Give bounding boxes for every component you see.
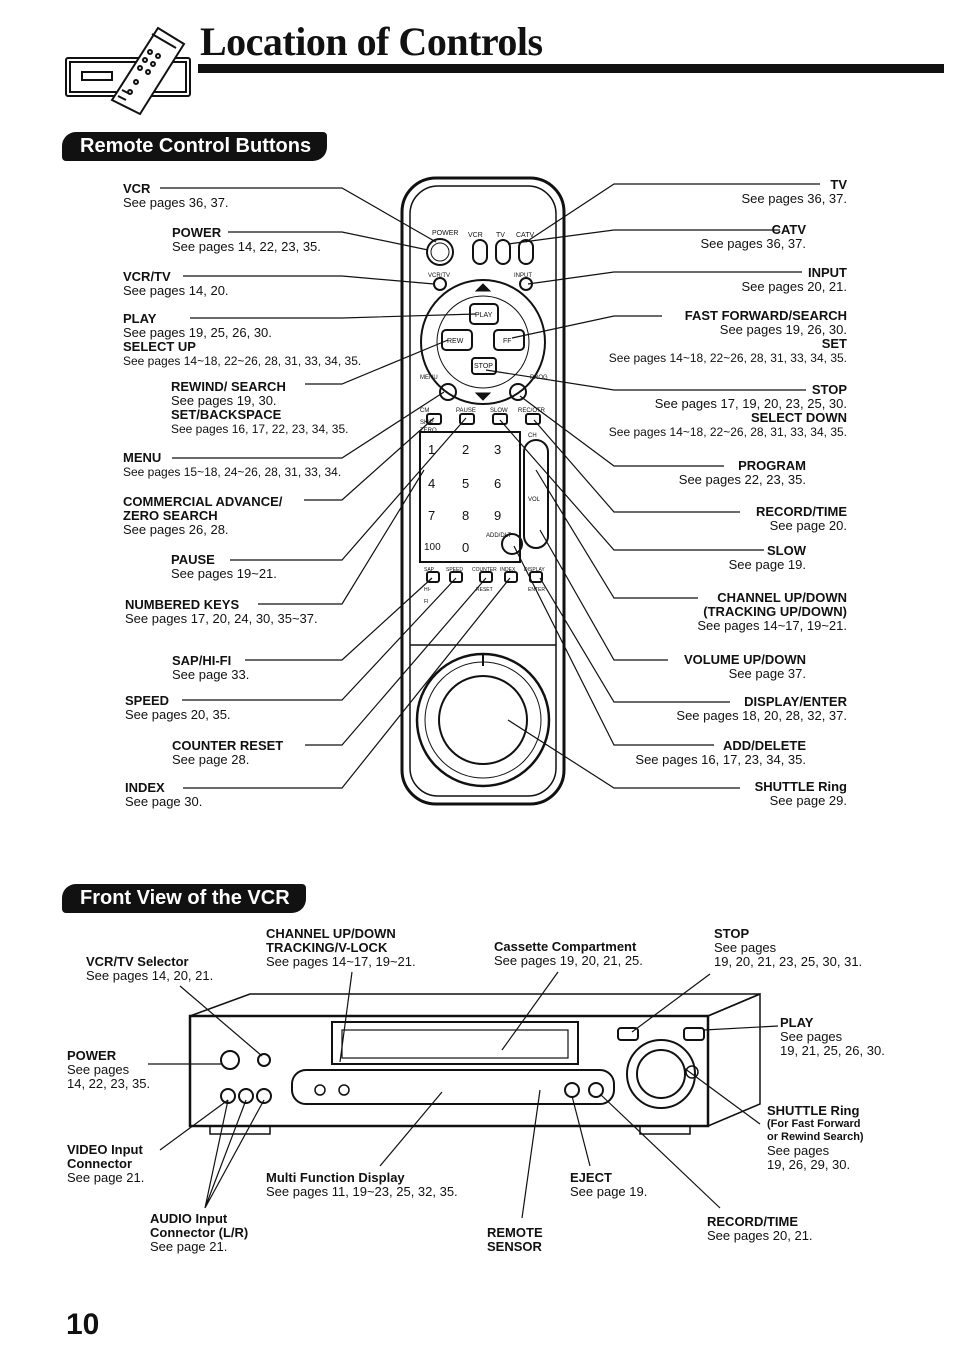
vcr-btn-label: VCR — [468, 232, 483, 239]
key-5: 5 — [462, 476, 470, 491]
label-power: POWER See pages 14, 22, 23, 35. — [172, 225, 321, 254]
vol-label: VOL — [528, 497, 541, 503]
label-ff-set: FAST FORWARD/SEARCH See pages 19, 26, 30. SET See pages 14~18, 22~26, 28, 31, 33, 34, 35. — [608, 308, 847, 365]
label-channel-updown: CHANNEL UP/DOWN (TRACKING UP/DOWN) See pages 14~17, 19~21. — [697, 590, 847, 633]
key-3: 3 — [494, 442, 502, 457]
hifi-btn-label: HI-FI — [424, 587, 431, 605]
reset-btn-label: RESET — [476, 587, 493, 593]
label-counter-reset: COUNTER RESET See page 28. — [172, 738, 284, 767]
page-number: 10 — [66, 1308, 100, 1341]
stop-btn-label: STOP — [474, 363, 493, 370]
label-tv: TV See pages 36, 37. — [741, 177, 847, 206]
title-rule — [198, 64, 944, 73]
key-7: 7 — [428, 508, 436, 523]
power-btn-label: POWER — [432, 230, 459, 237]
counter-btn-label: COUNTER — [472, 567, 497, 573]
vcr-leader-lines — [148, 972, 778, 1218]
section-remote-heading: Remote Control Buttons — [62, 132, 327, 161]
key-100: 100 — [424, 542, 441, 553]
recotr-btn-label: REC/OTR — [518, 408, 545, 414]
front-label-audio-input: AUDIO Input Connector (L/R) See page 21. — [150, 1211, 249, 1254]
label-play-select-up: PLAY See pages 19, 25, 26, 30. SELECT UP See pages 14~18, 22~26, 28, 31, 33, 34, 35. — [123, 311, 362, 368]
tv-btn-label: TV — [496, 232, 505, 239]
index-btn-label: INDEX — [500, 567, 516, 573]
adddlt-btn-label: ADD/DLT — [486, 533, 512, 539]
speed-btn-label: SPEED — [446, 567, 463, 573]
section-front-heading: Front View of the VCR — [62, 884, 306, 913]
label-catv: CATV See pages 36, 37. — [700, 222, 806, 251]
label-volume-updown: VOLUME UP/DOWN See page 37. — [683, 652, 806, 681]
ch-label: CH — [528, 433, 537, 439]
prog-btn-label: PROG — [530, 375, 548, 381]
play-btn-label: PLAY — [475, 312, 493, 319]
cmskip-btn-label: CM SKIP — [420, 408, 434, 426]
label-index: INDEX See page 30. — [125, 780, 203, 809]
slow-btn-label: SLOW — [490, 408, 508, 414]
zero-btn-label: ZERO — [420, 428, 437, 434]
key-0: 0 — [462, 540, 470, 555]
front-label-vcrtv-selector: VCR/TV Selector See pages 14, 20, 21. — [86, 954, 214, 983]
sap-btn-label: SAP — [424, 567, 435, 573]
label-commercial-advance: COMMERCIAL ADVANCE/ ZERO SEARCH See pages 26, 28. — [123, 494, 283, 537]
label-display-enter: DISPLAY/ENTER See pages 18, 20, 28, 32, 37. — [676, 694, 847, 723]
front-label-shuttle: SHUTTLE Ring (For Fast Forward or Rewind Search) See pages 19, 26, 29, 30. — [767, 1103, 864, 1172]
label-menu: MENU See pages 15~18, 24~26, 28, 31, 33, 34. — [123, 450, 342, 479]
label-slow: SLOW See page 19. — [728, 543, 806, 572]
label-rewind-set: REWIND/ SEARCH See pages 19, 30. SET/BACKSPACE See pages 16, 17, 22, 23, 34, 35. — [171, 379, 349, 436]
front-label-display: Multi Function Display See pages 11, 19~23, 25, 32, 35. — [266, 1170, 458, 1199]
front-label-cassette: Cassette Compartment See pages 19, 20, 21, 25. — [494, 939, 643, 968]
input-btn-label: INPUT — [514, 273, 532, 279]
rew-btn-label: REW — [447, 338, 464, 345]
ff-btn-label: FF — [503, 338, 512, 345]
label-vcrtv: VCR/TV See pages 14, 20. — [123, 269, 229, 298]
enter-btn-label: ENTER — [528, 587, 545, 593]
page-title: Location of Controls — [200, 19, 543, 64]
label-add-delete: ADD/DELETE See pages 16, 17, 23, 34, 35. — [635, 738, 806, 767]
label-numbered-keys: NUMBERED KEYS See pages 17, 20, 24, 30, 35~37. — [125, 597, 318, 626]
key-6: 6 — [494, 476, 502, 491]
front-label-channel: CHANNEL UP/DOWN TRACKING/V-LOCK See pages 14~17, 19~21. — [266, 926, 416, 969]
label-pause: PAUSE See pages 19~21. — [171, 552, 277, 581]
key-4: 4 — [428, 476, 436, 491]
front-label-record-time: RECORD/TIME See pages 20, 21. — [707, 1214, 813, 1243]
key-9: 9 — [494, 508, 502, 523]
label-vcr: VCR See pages 36, 37. — [123, 181, 229, 210]
display-btn-label: DISPLAY — [524, 567, 545, 573]
vcr-front-drawing — [190, 994, 760, 1134]
label-input: INPUT See pages 20, 21. — [741, 265, 847, 294]
pause-btn-label: PAUSE — [456, 408, 476, 414]
catv-btn-label: CATV — [516, 232, 535, 239]
menu-btn-label: MENU — [420, 375, 438, 381]
label-program: PROGRAM See pages 22, 23, 35. — [678, 458, 806, 487]
label-record-time: RECORD/TIME See page 20. — [756, 504, 847, 533]
key-1: 1 — [428, 442, 436, 457]
label-shuttle-ring: SHUTTLE Ring See page 29. — [754, 779, 847, 808]
front-label-eject: EJECT See page 19. — [570, 1170, 648, 1199]
front-label-video-input: VIDEO Input Connector See page 21. — [67, 1142, 145, 1185]
front-label-power: POWER See pages 14, 22, 23, 35. — [67, 1048, 151, 1091]
vcrtv-btn-label: VCR/TV — [428, 273, 451, 279]
label-speed: SPEED See pages 20, 35. — [125, 693, 231, 722]
remote-control-drawing — [402, 178, 564, 804]
label-stop-select-down: STOP See pages 17, 19, 20, 23, 25, 30. SELECT DOWN See pages 14~18, 22~26, 28, 31, 33, 34, 35. — [608, 382, 847, 439]
front-label-stop: STOP See pages 19, 20, 21, 23, 25, 30, 31. — [714, 926, 863, 969]
label-sap-hifi: SAP/HI-FI See page 33. — [172, 653, 250, 682]
front-label-play: PLAY See pages 19, 21, 25, 26, 30. — [780, 1015, 885, 1058]
key-2: 2 — [462, 442, 470, 457]
vcr-remote-icon — [66, 28, 190, 114]
key-8: 8 — [462, 508, 470, 523]
front-label-remote-sensor: REMOTE SENSOR — [487, 1225, 543, 1254]
